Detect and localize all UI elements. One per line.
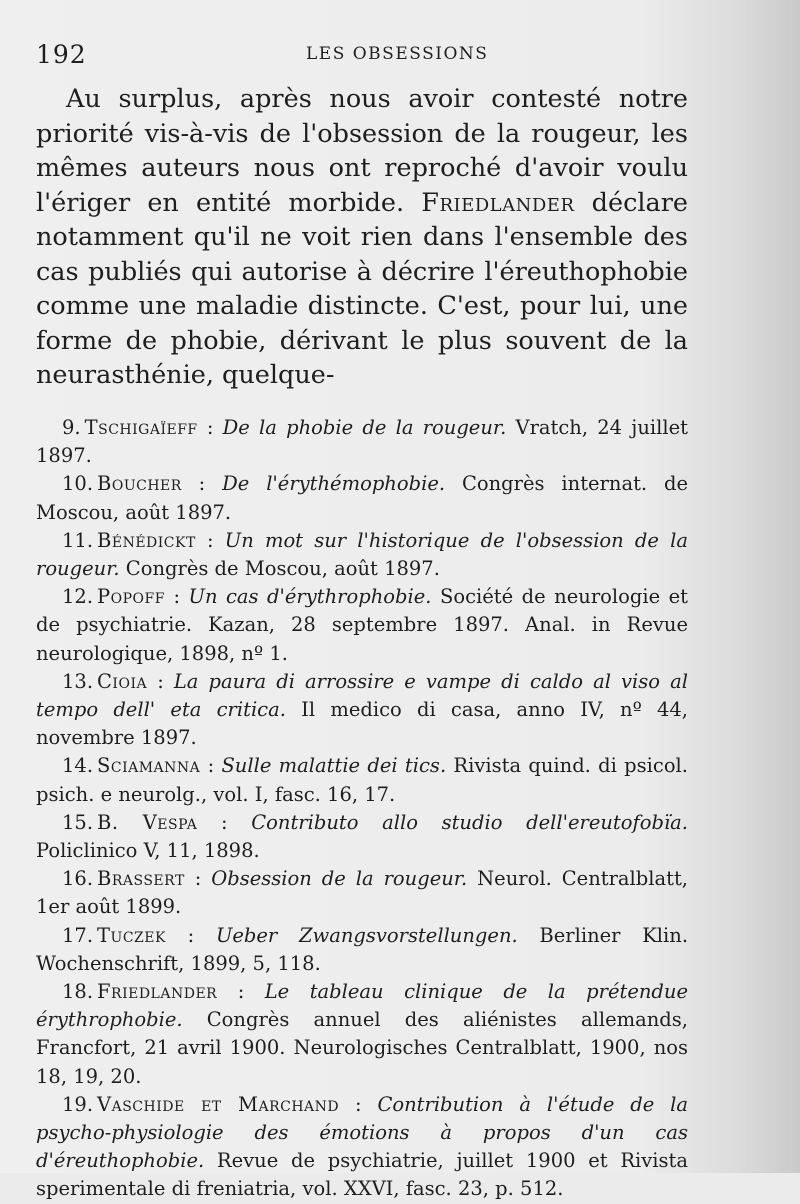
note-number: 14. [62,754,94,778]
note-separator: : [181,472,223,496]
note-separator: : [339,1092,378,1116]
note-title: De l'érythémophobie. [222,472,446,496]
note-number: 15. [62,810,94,834]
note-author: Boucher [97,472,182,496]
note-author: Cioia [97,669,148,693]
note-details: Vratch, 24 juillet 1897. [36,416,688,468]
note-author: B. Vespa [97,810,198,834]
note-item [36,922,688,978]
note-number: 12. [62,585,94,609]
note-author: Friedlander [97,980,218,1004]
running-title: LES OBSESSIONS [306,44,489,64]
note-number: 18. [62,980,94,1004]
note-separator: : [200,754,222,778]
bibliography-notes [36,414,688,1204]
note-separator: : [197,416,223,439]
note-title: De la phobie de la rougeur. [222,416,507,439]
note-details: Congrès internat. de Moscou, août 1897. [36,472,689,524]
note-details: Il medico di casa, anno IV, nº 44, novembre 1897. [36,698,688,750]
note-separator: : [164,585,189,609]
note-number: 10. [62,472,94,496]
note-separator: : [197,810,252,834]
note-author: Tuczek [97,923,166,947]
note-title: Obsession de la rougeur. [211,867,468,891]
note-title: Un mot sur l'historique de l'obsession de la rougeur. [36,528,688,581]
note-number: 11. [62,528,94,552]
note-title: Le tableau clinique de la prétendue érythrophobie. [36,980,689,1032]
note-item [36,470,688,526]
note-number: 16. [62,867,94,891]
note-item [36,668,688,753]
note-separator: : [195,528,225,552]
note-separator: : [165,923,216,947]
note-author: Tschigaïeff [84,416,198,439]
note-item [36,527,688,583]
note-author: Bénédickt [97,528,196,552]
note-separator: : [217,980,265,1004]
note-title: Sulle malattie dei tics. [221,754,447,778]
author-name: Friedlander [421,187,575,218]
note-item [36,865,688,921]
note-item [36,414,688,470]
note-item [36,1091,688,1204]
note-title: Un cas d'érythrophobie. [188,585,432,609]
page-header [36,34,736,74]
note-title: Contributo allo studio dell'ereutofobïa. [251,810,688,834]
main-paragraph [36,82,688,393]
note-author: Popoff [97,585,165,609]
note-details: Congrès de Moscou, août 1897. [119,557,440,581]
note-details: Société de neurologie et de psychiatrie. Kazan, 28 septembre 1897. Anal. in Revue neurologique, 1898, nº 1. [36,585,688,665]
note-item [36,978,688,1091]
note-item [36,752,688,808]
note-number: 17. [62,923,94,947]
note-number: 19. [62,1092,94,1116]
note-details: Rivista quind. di psicol. psich. e neurolg., vol. I, fasc. 16, 17. [36,754,688,806]
note-number: 13. [62,669,94,693]
note-title: La paura di arrossire e vampe di caldo al viso al tempo dell' eta critica. [36,669,688,722]
paragraph-text-start: Au surplus, après nous avoir contesté notre priorité vis-à-vis de l'obsession de la rougeur, les mêmes auteurs nous ont reproché d'avoir voulu l'ériger en entité morbide. [36,84,688,218]
page-number: 192 [36,40,87,69]
note-details: Congrès annuel des aliénistes allemands, Francfort, 21 avril 1900. Neurologisches Centralblatt, 1900, nos 18, 19, 20. [36,1008,688,1088]
note-title: Ueber Zwangsvorstellungen. [215,923,518,947]
note-details: Policlinico V, 11, 1898. [36,839,260,863]
note-details: Neurol. Centralblatt, 1er août 1899. [36,867,688,919]
note-details: Revue de psychiatrie, juillet 1900 et Rivista sperimentale di freniatria, vol. XXVI, fasc. 23, p. 512. [36,1149,688,1201]
note-details: Berliner Klin. Wochenschrift, 1899, 5, 118. [36,923,689,975]
paragraph-text-end: déclare notamment qu'il ne voit rien dans l'ensemble des cas publiés qui autorise à décrire l'éreuthophobie comme une maladie distincte. C'est, pour lui, une forme de phobie, dérivant le plus souvent de la neurasthénie, quelque- [36,187,688,390]
note-title: Contribution à l'étude de la psycho-physiologie des émotions à propos d'un cas d'éreuthophobie. [36,1092,689,1173]
note-separator: : [184,867,212,891]
note-item [36,583,688,668]
note-item [36,809,688,865]
note-separator: : [147,669,174,693]
note-author: Brassert [97,867,185,891]
note-number: 9. [62,416,81,439]
note-author: Vaschide et Marchand [97,1092,340,1116]
note-author: Sciamanna [97,754,201,778]
